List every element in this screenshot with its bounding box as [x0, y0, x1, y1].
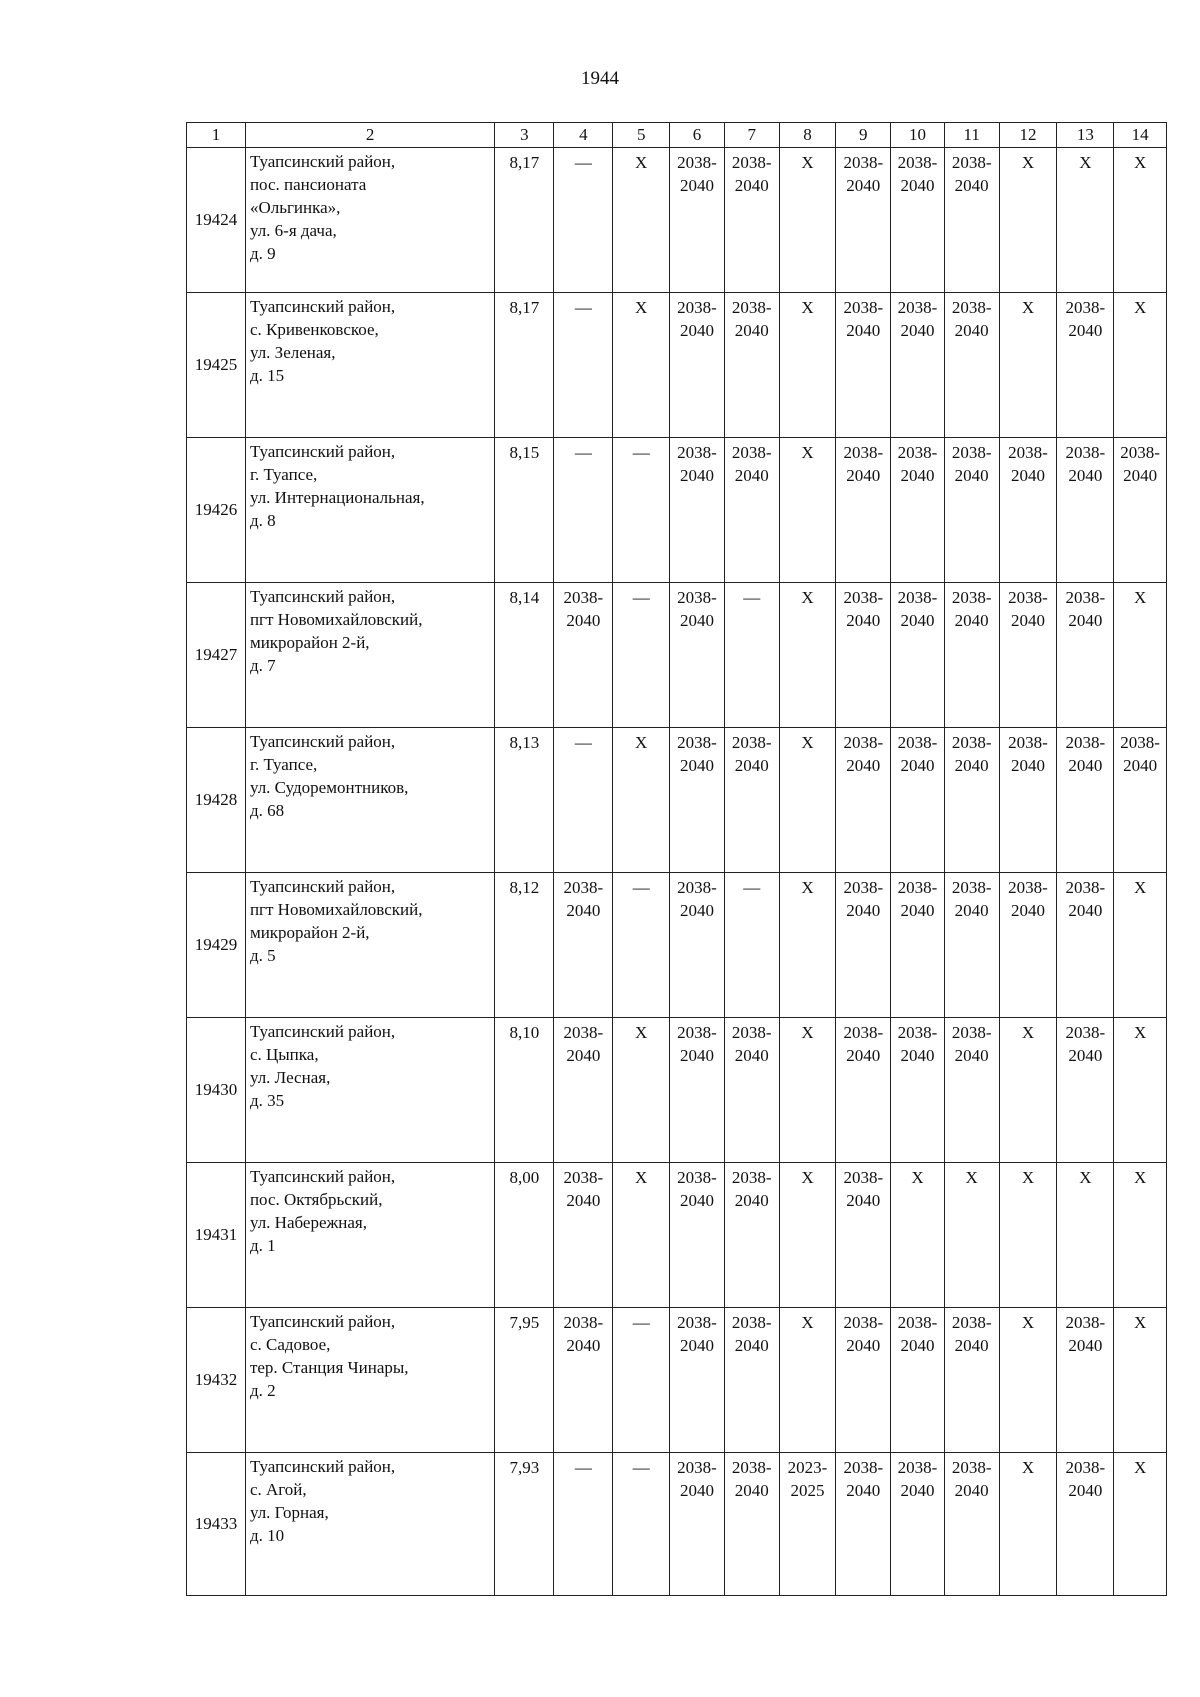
period-cell: 2038- 2040 [944, 438, 999, 583]
period-cell: 2038- 2040 [554, 873, 613, 1018]
period-cell: 2038- 2040 [1057, 1453, 1114, 1596]
address-line: тер. Станция Чинары, [249, 1357, 409, 1377]
period-cell: 2038- 2040 [1114, 438, 1167, 583]
period-cell: X [1114, 148, 1167, 293]
value-cell: 7,95 [495, 1308, 554, 1453]
period-cell: 2038- 2040 [554, 1163, 613, 1308]
period-cell: X [999, 1163, 1057, 1308]
period-cell: 2038- 2040 [836, 293, 891, 438]
column-header: 13 [1057, 123, 1114, 148]
record-number: 19424 [187, 148, 246, 293]
period-cell: 2038- 2040 [1057, 438, 1114, 583]
period-cell: 2038- 2040 [891, 583, 945, 728]
column-header: 1 [187, 123, 246, 148]
address-cell [245, 873, 494, 1018]
period-cell: 2038- 2040 [670, 293, 725, 438]
address-line: с. Садовое, [249, 1334, 331, 1354]
table-row [187, 728, 1167, 873]
period-cell: 2038- 2040 [891, 1308, 945, 1453]
period-cell: X [779, 293, 836, 438]
period-cell: X [779, 1163, 836, 1308]
period-cell: — [724, 873, 779, 1018]
address-line: ул. Набережная, [249, 1212, 367, 1232]
column-header: 7 [724, 123, 779, 148]
period-cell: 2038- 2040 [1114, 728, 1167, 873]
period-cell: 2038- 2040 [836, 1018, 891, 1163]
value-cell: 8,10 [495, 1018, 554, 1163]
period-cell: 2038- 2040 [670, 583, 725, 728]
period-cell: 2038- 2040 [944, 293, 999, 438]
record-number: 19426 [187, 438, 246, 583]
column-header: 14 [1114, 123, 1167, 148]
period-cell: X [1114, 1163, 1167, 1308]
period-cell: 2038- 2040 [836, 1308, 891, 1453]
value-cell: 8,14 [495, 583, 554, 728]
period-cell: X [1114, 583, 1167, 728]
address-line: Туапсинский район, [249, 1457, 396, 1476]
record-number: 19428 [187, 728, 246, 873]
period-cell: 2038- 2040 [891, 148, 945, 293]
period-cell: X [999, 1453, 1057, 1596]
address-line: Туапсинский район, [249, 442, 396, 461]
period-cell: — [554, 148, 613, 293]
period-cell: 2038- 2040 [836, 1163, 891, 1308]
value-cell: 8,00 [495, 1163, 554, 1308]
record-number: 19432 [187, 1308, 246, 1453]
period-cell: 2038- 2040 [554, 1308, 613, 1453]
period-cell: 2038- 2040 [724, 1308, 779, 1453]
period-cell: 2038- 2040 [891, 1453, 945, 1596]
period-cell: X [779, 728, 836, 873]
address-cell [245, 1018, 494, 1163]
period-cell: X [1114, 873, 1167, 1018]
period-cell: 2038- 2040 [999, 873, 1057, 1018]
address-line: с. Цыпка, [249, 1044, 319, 1064]
period-cell: 2038- 2040 [554, 1018, 613, 1163]
address-cell [245, 1308, 494, 1453]
address-line: д. 8 [249, 510, 276, 530]
period-cell: 2038- 2040 [891, 873, 945, 1018]
address-line: д. 68 [249, 800, 285, 820]
address-cell [245, 293, 494, 438]
period-cell: X [891, 1163, 945, 1308]
period-cell: 2038- 2040 [999, 583, 1057, 728]
period-cell: X [613, 728, 670, 873]
period-cell: 2038- 2040 [836, 728, 891, 873]
period-cell: 2038- 2040 [724, 293, 779, 438]
address-line: д. 7 [249, 655, 276, 675]
period-cell: 2038- 2040 [836, 438, 891, 583]
period-cell: 2023- 2025 [779, 1453, 836, 1596]
address-line: ул. 6-я дача, [249, 220, 337, 240]
address-cell [245, 1163, 494, 1308]
address-cell [245, 438, 494, 583]
table-row [187, 1163, 1167, 1308]
value-cell: 8,15 [495, 438, 554, 583]
period-cell: 2038- 2040 [944, 873, 999, 1018]
period-cell: X [779, 438, 836, 583]
address-line: д. 2 [249, 1380, 276, 1400]
period-cell: X [779, 148, 836, 293]
period-cell: 2038- 2040 [1057, 293, 1114, 438]
record-number: 19431 [187, 1163, 246, 1308]
period-cell: X [999, 293, 1057, 438]
address-line: Туапсинский район, [249, 1312, 396, 1331]
period-cell: 2038- 2040 [999, 728, 1057, 873]
period-cell: X [1114, 1453, 1167, 1596]
address-line: ул. Горная, [249, 1502, 329, 1522]
address-line: д. 15 [249, 365, 285, 385]
address-line: д. 10 [249, 1525, 285, 1545]
period-cell: 2038- 2040 [670, 1018, 725, 1163]
registry-table [186, 122, 1167, 1596]
table-row [187, 293, 1167, 438]
period-cell: — [724, 583, 779, 728]
period-cell: — [613, 1453, 670, 1596]
period-cell: 2038- 2040 [891, 728, 945, 873]
period-cell: X [613, 1018, 670, 1163]
table-row [187, 583, 1167, 728]
period-cell: — [554, 293, 613, 438]
column-header: 4 [554, 123, 613, 148]
period-cell: 2038- 2040 [724, 728, 779, 873]
address-line: ул. Зеленая, [249, 342, 336, 362]
period-cell: 2038- 2040 [670, 438, 725, 583]
period-cell: X [999, 1308, 1057, 1453]
address-line: д. 5 [249, 945, 276, 965]
period-cell: 2038- 2040 [1057, 1018, 1114, 1163]
period-cell: 2038- 2040 [670, 873, 725, 1018]
period-cell: X [1114, 293, 1167, 438]
address-line: Туапсинский район, [249, 877, 396, 896]
table-header [187, 123, 1167, 148]
period-cell: — [613, 438, 670, 583]
period-cell: X [779, 1308, 836, 1453]
period-cell: 2038- 2040 [944, 148, 999, 293]
address-line: г. Туапсе, [249, 464, 318, 484]
period-cell: X [779, 873, 836, 1018]
period-cell: — [613, 583, 670, 728]
period-cell: — [554, 728, 613, 873]
address-line: Туапсинский район, [249, 297, 396, 316]
period-cell: 2038- 2040 [1057, 873, 1114, 1018]
column-header: 3 [495, 123, 554, 148]
period-cell: 2038- 2040 [670, 1453, 725, 1596]
period-cell: 2038- 2040 [944, 583, 999, 728]
table-row [187, 148, 1167, 293]
period-cell: — [613, 1308, 670, 1453]
period-cell: 2038- 2040 [944, 1018, 999, 1163]
column-number-row [187, 123, 1167, 148]
column-header: 2 [245, 123, 494, 148]
period-cell: X [1057, 1163, 1114, 1308]
address-line: с. Агой, [249, 1479, 307, 1499]
period-cell: 2038- 2040 [944, 1308, 999, 1453]
period-cell: X [613, 293, 670, 438]
address-line: Туапсинский район, [249, 1167, 396, 1186]
period-cell: X [613, 1163, 670, 1308]
value-cell: 7,93 [495, 1453, 554, 1596]
value-cell: 8,13 [495, 728, 554, 873]
period-cell: 2038- 2040 [836, 1453, 891, 1596]
record-number: 19433 [187, 1453, 246, 1596]
address-line: пос. Октябрьский, [249, 1189, 383, 1209]
address-line: Туапсинский район, [249, 1022, 396, 1041]
address-line: Туапсинский район, [249, 587, 396, 606]
column-header: 12 [999, 123, 1057, 148]
period-cell: 2038- 2040 [891, 438, 945, 583]
table-row [187, 1018, 1167, 1163]
period-cell: — [554, 438, 613, 583]
period-cell: — [554, 1453, 613, 1596]
value-cell: 8,17 [495, 148, 554, 293]
table-row [187, 438, 1167, 583]
column-header: 10 [891, 123, 945, 148]
record-number: 19427 [187, 583, 246, 728]
period-cell: 2038- 2040 [836, 583, 891, 728]
address-cell [245, 728, 494, 873]
address-line: г. Туапсе, [249, 754, 318, 774]
period-cell: 2038- 2040 [670, 728, 725, 873]
period-cell: 2038- 2040 [724, 1018, 779, 1163]
address-line: Туапсинский район, [249, 152, 396, 171]
address-line: пос. пансионата [249, 174, 367, 194]
period-cell: 2038- 2040 [670, 1163, 725, 1308]
period-cell: 2038- 2040 [891, 293, 945, 438]
period-cell: 2038- 2040 [836, 873, 891, 1018]
period-cell: 2038- 2040 [891, 1018, 945, 1163]
address-line: «Ольгинка», [249, 197, 341, 217]
period-cell: 2038- 2040 [999, 438, 1057, 583]
column-header: 11 [944, 123, 999, 148]
table-row [187, 1453, 1167, 1596]
period-cell: 2038- 2040 [724, 1453, 779, 1596]
column-header: 5 [613, 123, 670, 148]
page-number: 1944 [581, 68, 619, 89]
address-line: ул. Судоремонтников, [249, 777, 409, 797]
address-line: микрорайон 2-й, [249, 632, 370, 652]
period-cell: 2038- 2040 [944, 1453, 999, 1596]
table-row [187, 1308, 1167, 1453]
address-line: Туапсинский район, [249, 732, 396, 751]
period-cell: X [613, 148, 670, 293]
record-number: 19425 [187, 293, 246, 438]
address-line: д. 9 [249, 243, 276, 263]
column-header: 9 [836, 123, 891, 148]
period-cell: 2038- 2040 [1057, 728, 1114, 873]
address-cell [245, 148, 494, 293]
period-cell: 2038- 2040 [670, 148, 725, 293]
value-cell: 8,12 [495, 873, 554, 1018]
period-cell: X [1057, 148, 1114, 293]
address-line: с. Кривенковское, [249, 319, 379, 339]
period-cell: X [1114, 1308, 1167, 1453]
period-cell: X [944, 1163, 999, 1308]
period-cell: 2038- 2040 [724, 438, 779, 583]
period-cell: 2038- 2040 [724, 1163, 779, 1308]
period-cell: X [999, 1018, 1057, 1163]
address-line: пгт Новомихайловский, [249, 609, 423, 629]
column-header: 6 [670, 123, 725, 148]
value-cell: 8,17 [495, 293, 554, 438]
address-line: ул. Лесная, [249, 1067, 331, 1087]
period-cell: X [1114, 1018, 1167, 1163]
period-cell: 2038- 2040 [1057, 583, 1114, 728]
period-cell: X [779, 1018, 836, 1163]
table-row [187, 873, 1167, 1018]
period-cell: 2038- 2040 [554, 583, 613, 728]
period-cell: — [613, 873, 670, 1018]
period-cell: 2038- 2040 [1057, 1308, 1114, 1453]
address-line: д. 35 [249, 1090, 285, 1110]
address-line: пгт Новомихайловский, [249, 899, 423, 919]
address-cell [245, 583, 494, 728]
column-header: 8 [779, 123, 836, 148]
period-cell: 2038- 2040 [724, 148, 779, 293]
record-number: 19429 [187, 873, 246, 1018]
period-cell: 2038- 2040 [670, 1308, 725, 1453]
address-cell [245, 1453, 494, 1596]
table-body [187, 148, 1167, 1596]
record-number: 19430 [187, 1018, 246, 1163]
period-cell: 2038- 2040 [944, 728, 999, 873]
period-cell: 2038- 2040 [836, 148, 891, 293]
address-line: микрорайон 2-й, [249, 922, 370, 942]
address-line: ул. Интернациональная, [249, 487, 425, 507]
period-cell: X [779, 583, 836, 728]
period-cell: X [999, 148, 1057, 293]
address-line: д. 1 [249, 1235, 276, 1255]
